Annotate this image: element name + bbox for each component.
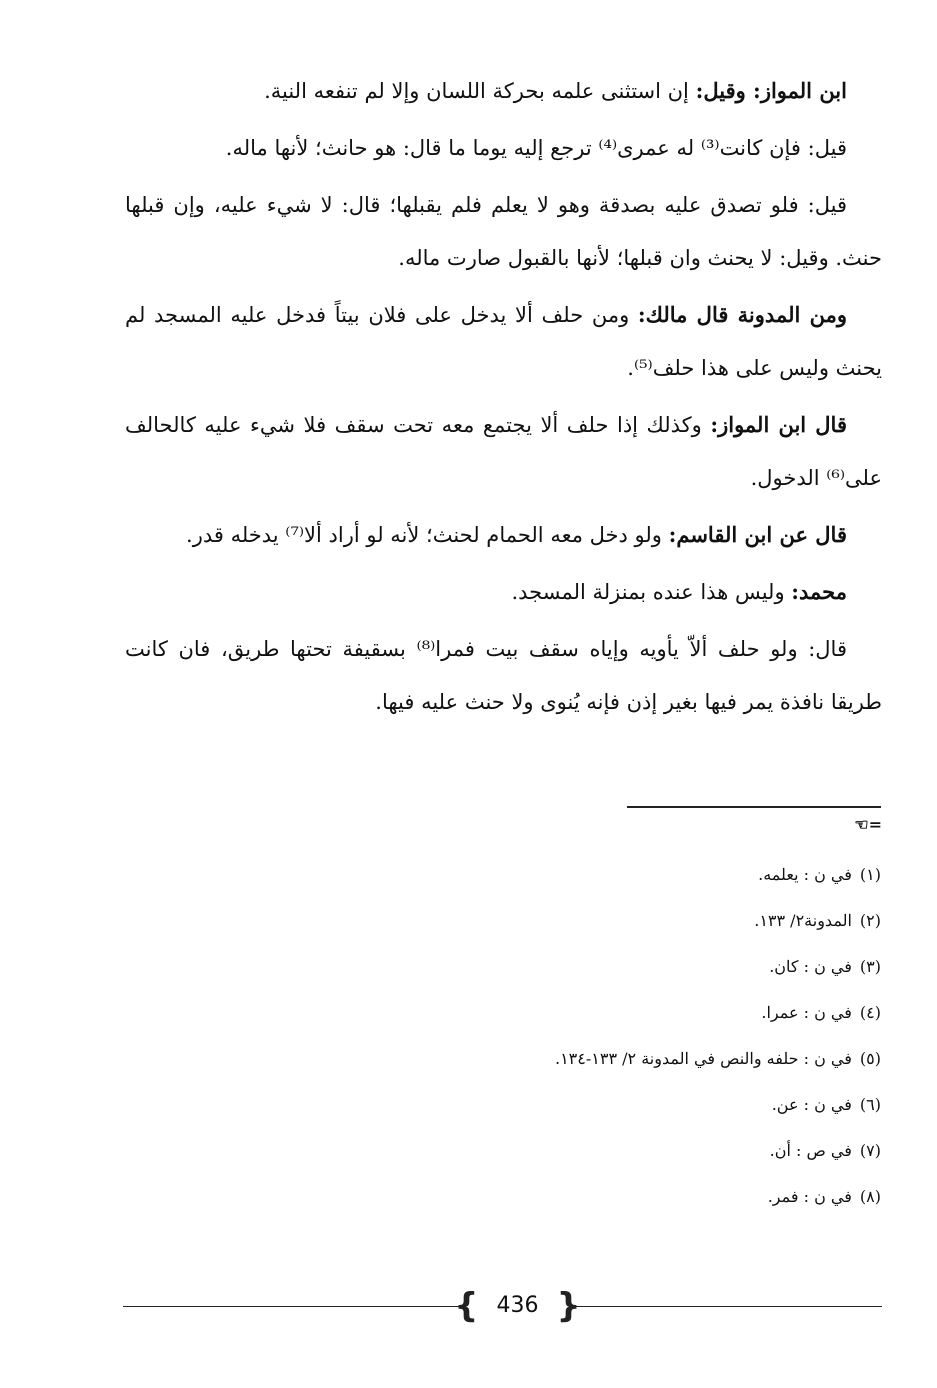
footnote-number: (٢) (859, 911, 881, 930)
footnote-2 (381, 898, 881, 944)
footnote-separator (627, 806, 881, 808)
footnote-8 (381, 1174, 881, 1220)
paragraph-text: ومن حلف ألا يدخل على فلان بيتاً فدخل عليه المسجد لم يحنث وليس على هذا حلف⁽⁵⁾. (125, 303, 882, 380)
footnote-text: في ن : فمر. (767, 1187, 852, 1206)
footnote-text: في ن : عمرا. (761, 1003, 852, 1022)
footnote-3 (381, 944, 881, 990)
paragraph-text: قيل: فلو تصدق عليه بصدقة وهو لا يعلم فلم يقبلها؛ قال: لا شيء عليه، وإن قبلها حنث. وقيل: لا يحنث وان قبلها؛ لأنها بالقبول صارت ماله. (125, 193, 882, 270)
footnote-number: (٥) (859, 1049, 881, 1068)
footnote-text: في ن : يعلمه. (758, 865, 852, 884)
paragraph-lead: محمد: (791, 579, 847, 604)
paragraph-6 (125, 508, 882, 562)
paragraph-text: ولو دخل معه الحمام لحنث؛ لأنه لو أراد ألا⁽⁷⁾ يدخله قدر. (186, 523, 669, 547)
footnote-number: (٣) (859, 957, 881, 976)
paragraph-3 (125, 178, 882, 285)
paragraph-lead: قال ابن المواز: (710, 412, 847, 437)
footnote-number: (٦) (859, 1095, 881, 1114)
footnote-7 (381, 1128, 881, 1174)
footnote-text: في ن : عن. (771, 1095, 852, 1114)
footer-rule-left (123, 1306, 465, 1307)
paragraph-text: وليس هذا عنده بمنزلة المسجد. (511, 580, 792, 604)
footnote-4 (381, 990, 881, 1036)
footnote-number: (٤) (859, 1003, 881, 1022)
paragraph-8 (125, 622, 882, 729)
paragraph-text: قال: ولو حلف ألاّ يأويه وإياه سقف بيت فمرا⁽⁸⁾ بسقيفة تحتها طريق، فان كانت طريقا نافذة يمر فيها بغير إذن فإنه يُنوى ولا حنث عليه فيها. (125, 637, 882, 714)
footnote-text: المدونة٢/ ١٣٣. (754, 911, 852, 930)
paragraph-text: وكذلك إذا حلف ألا يجتمع معه تحت سقف فلا شيء عليه كالحالف على⁽⁶⁾ الدخول. (125, 413, 882, 490)
left-brace-icon: { (454, 1286, 479, 1326)
paragraph-text: قيل: فإن كانت⁽³⁾ له عمرى⁽⁴⁾ ترجع إليه يوما ما قال: هو حانث؛ لأنها ماله. (225, 136, 847, 160)
paragraph-lead: قال عن ابن القاسم: (668, 522, 847, 547)
paragraph-lead: ابن المواز: وقيل: (695, 78, 847, 103)
paragraph-text: إن استثنى علمه بحركة اللسان وإلا لم تنفعه النية. (264, 79, 696, 103)
footer-rule-right (570, 1306, 882, 1307)
paragraph-1 (125, 64, 882, 118)
footnote-number: (٨) (859, 1187, 881, 1206)
footnote-text: في ن : حلفه والنص في المدونة ٢/ ١٣٣-١٣٤. (554, 1049, 852, 1068)
paragraph-lead: ومن المدونة قال مالك: (637, 302, 847, 327)
footnote-number: (١) (859, 865, 881, 884)
main-text (125, 64, 882, 732)
right-brace-icon: } (556, 1286, 581, 1326)
footnote-5 (381, 1036, 881, 1082)
paragraph-5 (125, 398, 882, 505)
footnote-text: في ن : كان. (769, 957, 852, 976)
footnote-6 (381, 1082, 881, 1128)
paragraph-7 (125, 565, 882, 619)
paragraph-2 (125, 121, 882, 175)
paragraph-4 (125, 288, 882, 395)
footnotes (381, 852, 881, 1220)
footnote-1 (381, 852, 881, 898)
footnote-mark-icon: ☜= (854, 815, 882, 834)
page-number: 436 (496, 1293, 539, 1318)
footnote-text: في ص : أن. (769, 1141, 852, 1160)
footnote-number: (٧) (859, 1141, 881, 1160)
page-number-frame (454, 1284, 581, 1328)
